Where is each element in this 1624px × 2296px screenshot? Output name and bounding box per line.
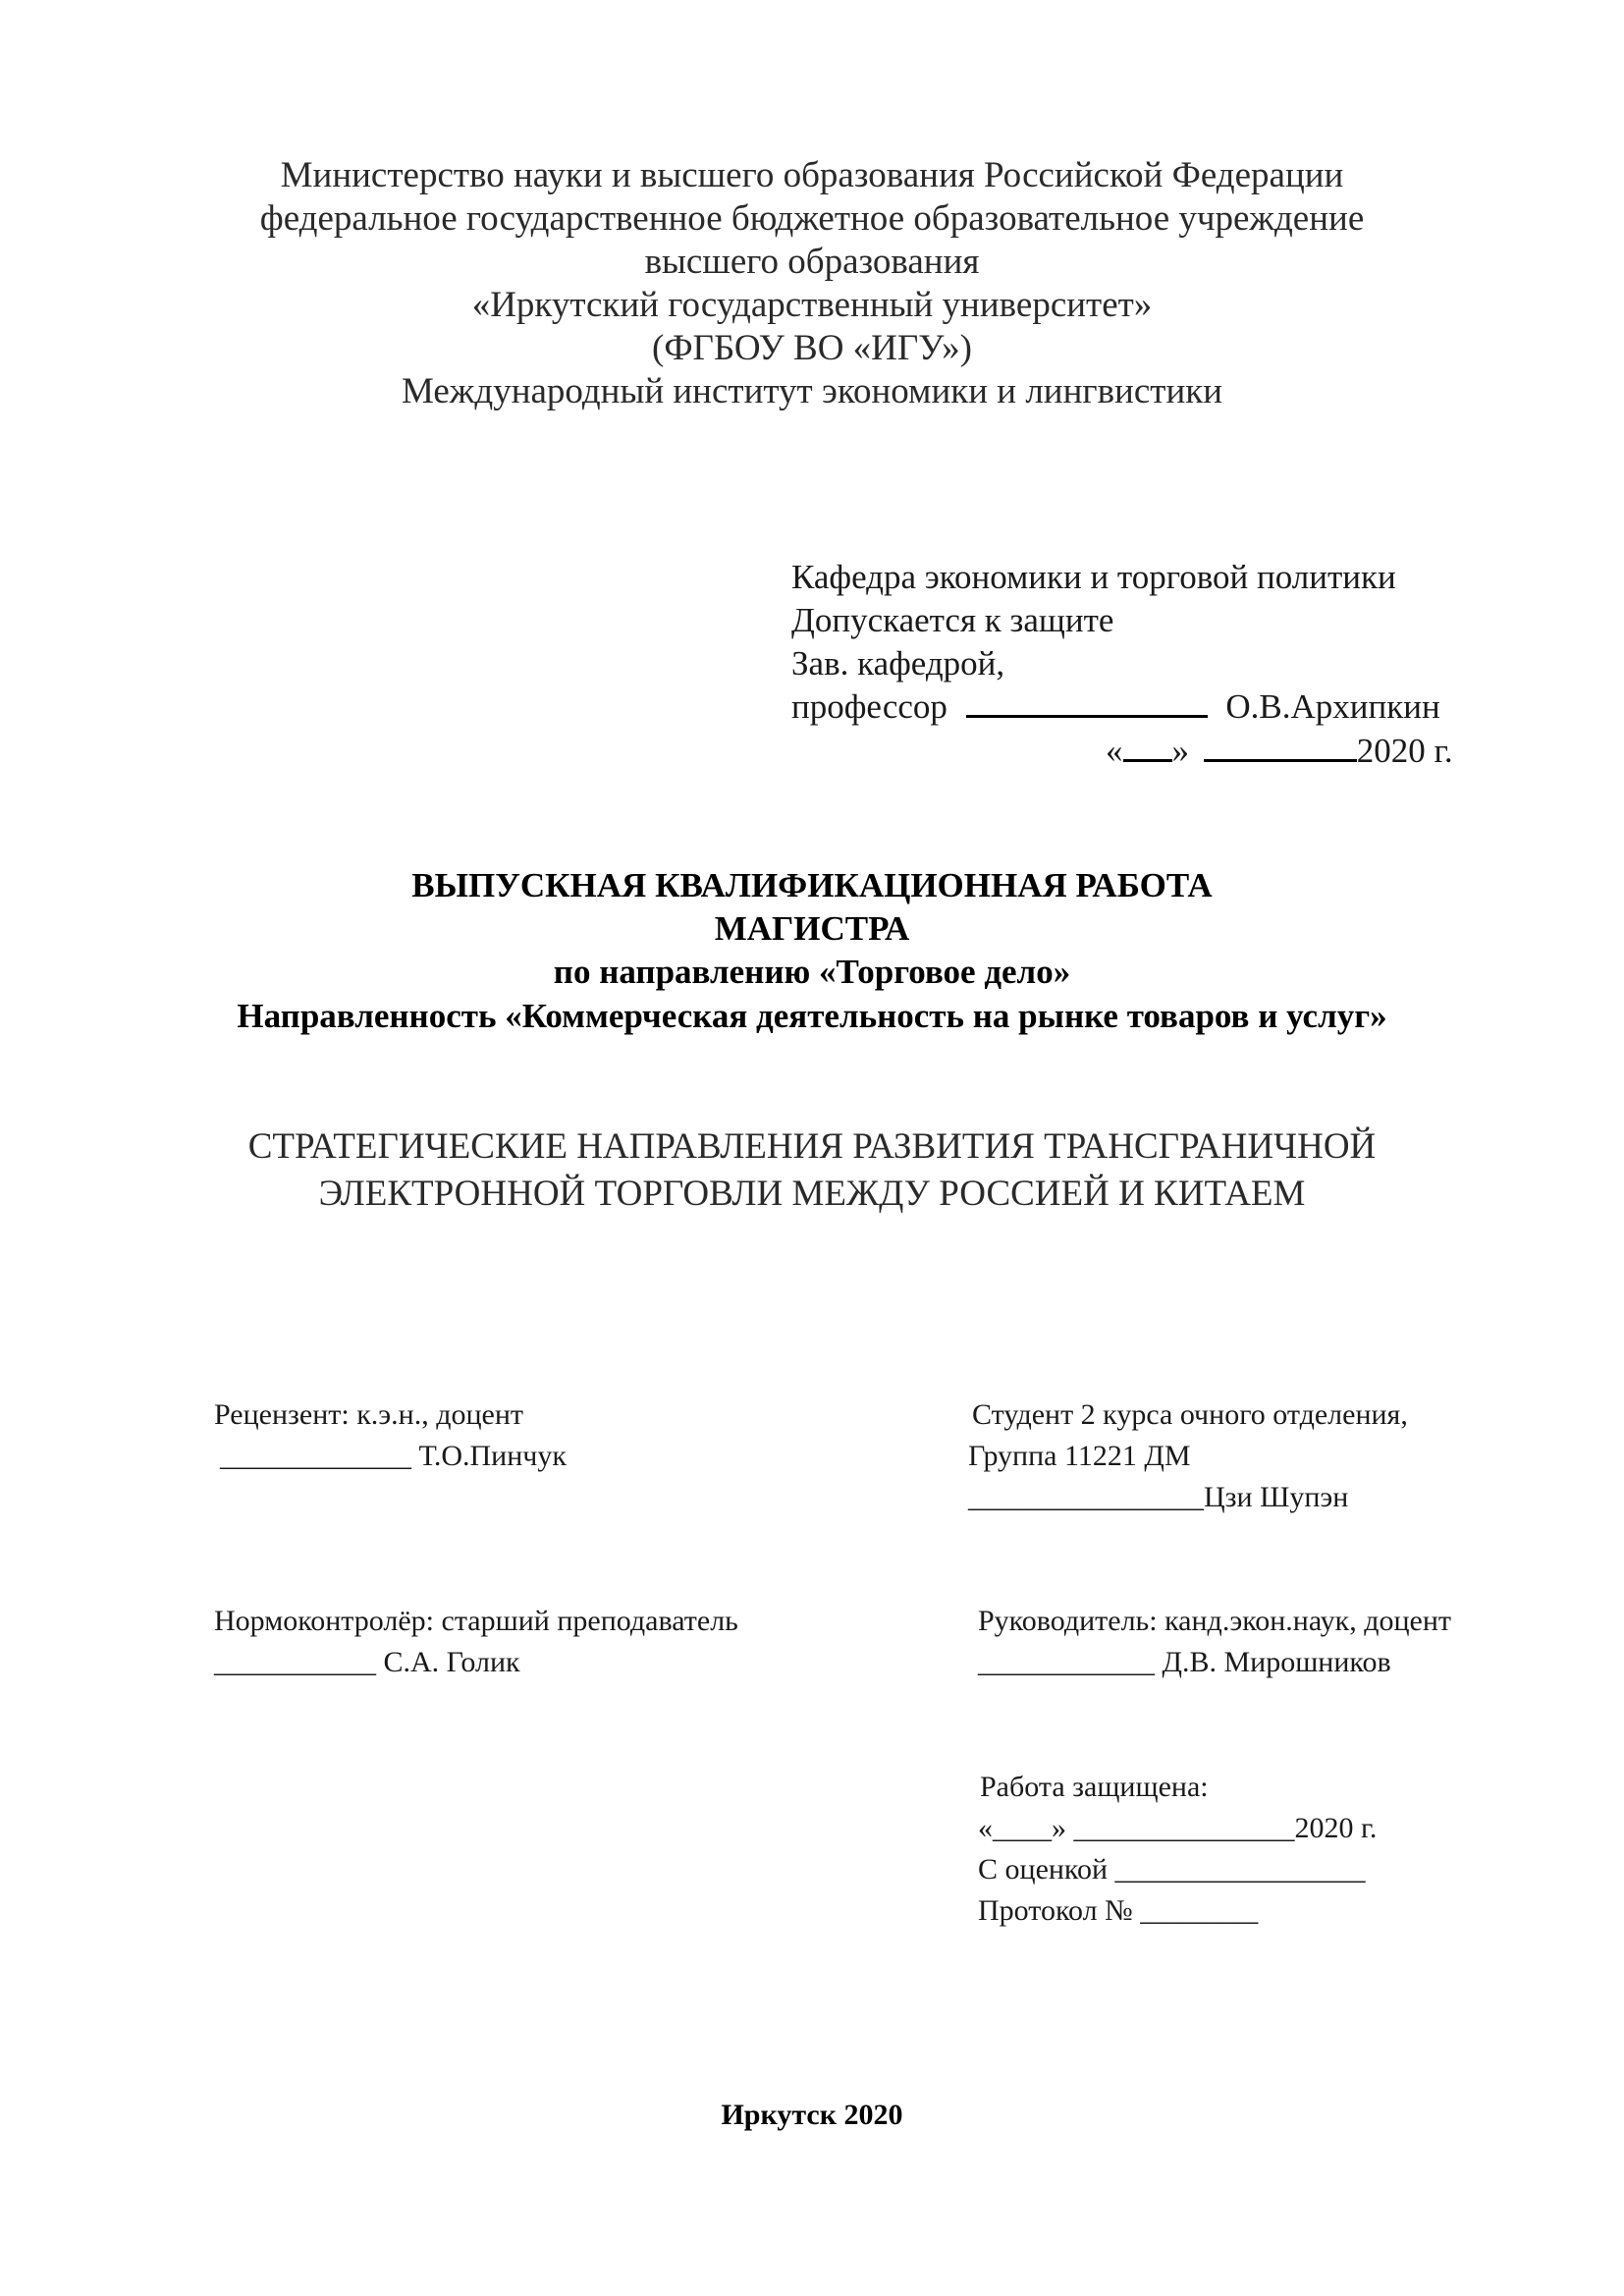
defense-date-line: «____» _______________2020 г. (978, 1812, 1378, 1844)
student-signature-line (968, 1478, 1348, 1517)
approval-year: 2020 г. (1356, 732, 1453, 770)
reviewer-label: Рецензент: к.э.н., доцент (214, 1398, 523, 1431)
reviewer-signature-line (220, 1437, 567, 1476)
normcontrol-signature-line (214, 1643, 520, 1682)
focus-line: Направленность «Коммерческая деятельность на рынке товаров и услуг» (237, 997, 1387, 1035)
education-level-line: высшего образования (644, 242, 980, 282)
supervisor-name: Д.В. Мирошников (1162, 1646, 1391, 1678)
admitted-line: Допускается к защите (791, 601, 1114, 639)
defense-label: Работа защищена: (980, 1771, 1209, 1803)
work-type-line1: ВЫПУСКНАЯ КВАЛИФИКАЦИОННАЯ РАБОТА (411, 866, 1213, 904)
direction-line: по направлению «Торговое дело» (553, 953, 1071, 991)
normcontrol-label: Нормоконтролёр: старший преподаватель (214, 1605, 738, 1637)
university-line: «Иркутский государственный университет» (471, 285, 1153, 325)
professor-label: профессор (791, 687, 947, 726)
student-group: Группа 11221 ДМ (968, 1440, 1191, 1472)
city-year: Иркутск 2020 (721, 2099, 903, 2131)
month-underline (1204, 730, 1357, 762)
thesis-title-line1: СТРАТЕГИЧЕСКИЕ НАПРАВЛЕНИЯ РАЗВИТИЯ ТРАНСГРАНИЧНОЙ (247, 1126, 1377, 1167)
thesis-title-line2: ЭЛЕКТРОННОЙ ТОРГОВЛИ МЕЖДУ РОССИЕЙ И КИТАЕМ (318, 1174, 1306, 1214)
normcontrol-name: С.А. Голик (383, 1646, 520, 1678)
department-line: Кафедра экономики и торговой политики (791, 558, 1396, 596)
date-close-quote: » (1171, 732, 1189, 770)
defense-grade-line: С оценкой _________________ (978, 1853, 1366, 1886)
supervisor-blank: ____________ (978, 1646, 1155, 1678)
abbreviation-line: (ФГБОУ ВО «ИГУ») (652, 328, 972, 368)
reviewer-name: Т.О.Пинчук (418, 1440, 567, 1472)
work-type-line2: МАГИСТРА (714, 909, 910, 948)
ministry-line: Министерство науки и высшего образования Российской Федерации (280, 155, 1344, 195)
day-underline (1123, 730, 1172, 762)
student-label: Студент 2 курса очного отделения, (972, 1398, 1408, 1431)
professor-name: О.В.Архипкин (1225, 687, 1440, 726)
approval-date-line (1106, 730, 1453, 773)
reviewer-blank: _____________ (220, 1440, 411, 1472)
date-open-quote: « (1106, 732, 1123, 770)
institution-type-line: федеральное государственное бюджетное образовательное учреждение (259, 198, 1365, 239)
signature-underline (966, 685, 1208, 718)
normcontrol-blank: ___________ (214, 1646, 376, 1678)
professor-signature-line (791, 685, 1440, 729)
institute-line: Международный институт экономики и лингвистики (401, 371, 1223, 411)
supervisor-label: Руководитель: канд.экон.наук, доцент (978, 1605, 1452, 1637)
head-label: Зав. кафедрой, (791, 644, 1005, 683)
student-name: Цзи Шупэн (1204, 1481, 1349, 1513)
student-blank: ________________ (968, 1481, 1204, 1513)
supervisor-signature-line (978, 1643, 1391, 1682)
defense-protocol-line: Протокол № ________ (978, 1894, 1259, 1927)
